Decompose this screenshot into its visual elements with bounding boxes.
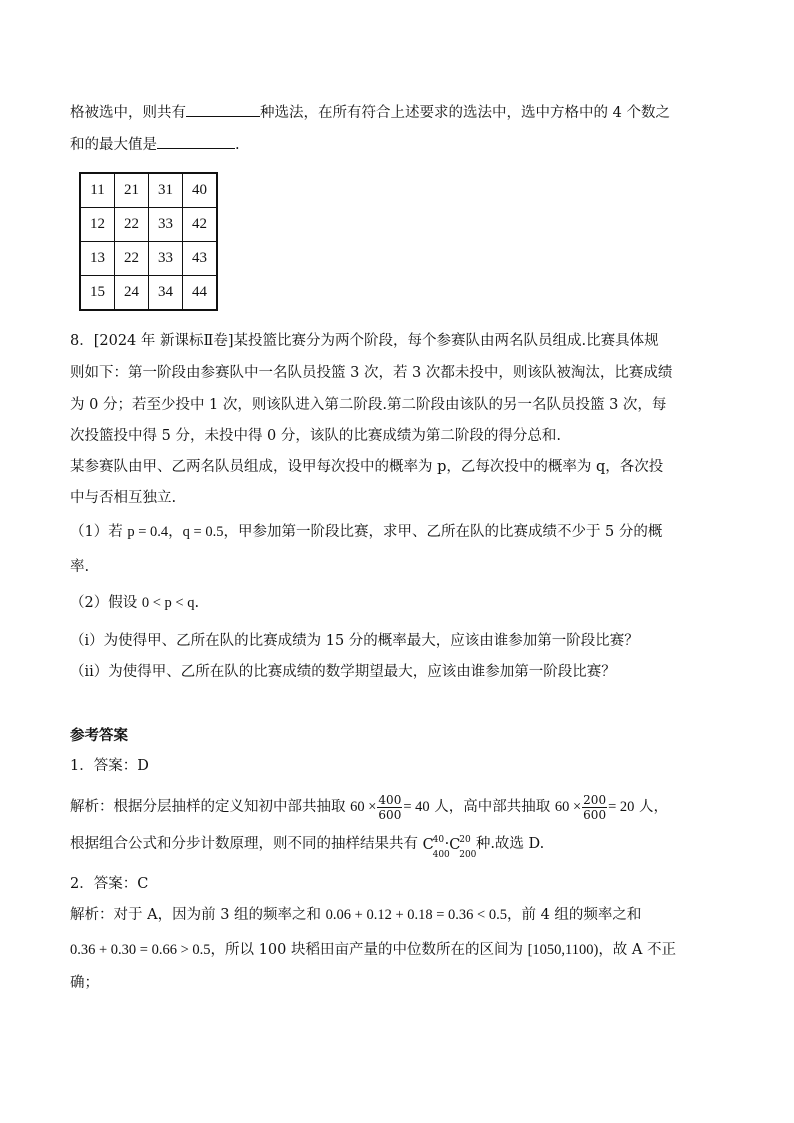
- a1-text: 根据组合公式和分步计数原理，则不同的抽样结果共有: [70, 836, 423, 852]
- q7-line-2: [70, 133, 730, 155]
- a1-math: = 20: [608, 799, 635, 815]
- a2-text: ，所以 100 块稻田亩产量的中位数所在的区间为: [210, 942, 528, 958]
- answer-2-title: 2．答案：C: [70, 876, 149, 892]
- q7-text: 和的最大值是: [70, 137, 157, 153]
- q8-text: （1）若: [70, 524, 128, 540]
- a1-text: 种.故选 D.: [471, 836, 545, 852]
- grid-cell: 44: [183, 276, 218, 311]
- answer-blank-1[interactable]: [186, 101, 260, 117]
- q8-line-5: 某参赛队由甲、乙两名队员组成，设甲每次投中的概率为 p，乙每次投中的概率为 q，各次投: [70, 459, 664, 475]
- answer-blank-2[interactable]: [157, 133, 235, 149]
- q8-math: p = 0.4，q = 0.5: [127, 524, 224, 540]
- grid-cell: 22: [115, 242, 149, 276]
- grid-row: [80, 173, 217, 208]
- q7-text: .: [235, 137, 240, 153]
- answer-1-line-2: 根据组合公式和分步计数原理，则不同的抽样结果共有 C 40 400 · C 20 200 种.故选 D.: [70, 835, 545, 860]
- a1-text: 人，高中部共抽取: [429, 799, 555, 815]
- q8-part-ii: （ⅱ）为使得甲、乙所在队的比赛成绩的数学期望最大，应该由谁参加第一阶段比赛？: [70, 664, 616, 680]
- a2-text: ，前 4 组的频率之和: [506, 907, 642, 923]
- a2-math: [1050,1100): [527, 942, 599, 958]
- q8-part-1-cont: 率.: [70, 559, 90, 575]
- q8-text: （2）假设: [70, 595, 142, 611]
- a1-text: 解析：根据分层抽样的定义知初中部共抽取: [70, 799, 351, 815]
- grid-cell: 43: [183, 242, 218, 276]
- grid-cell: 12: [80, 208, 115, 242]
- q8-math: 0 < p < q: [141, 595, 195, 611]
- grid-cell: 40: [183, 173, 218, 208]
- q8-text: ，甲参加第一阶段比赛，求甲、乙所在队的比赛成绩不少于 5 分的概: [223, 524, 663, 540]
- a2-text: 解析：对于 A，因为前 3 组的频率之和: [70, 907, 326, 923]
- grid-cell: 42: [183, 208, 218, 242]
- a1-math: 60 ×: [350, 799, 377, 815]
- q8-line-3: 为 0 分；若至少投中 1 次，则该队进入第二阶段.第二阶段由该队的另一名队员投篮 3 次，每: [70, 397, 667, 413]
- answer-2-line-1: [70, 905, 730, 925]
- a1-text: 人，: [634, 799, 668, 815]
- grid-cell: 21: [115, 173, 149, 208]
- grid-cell: 11: [80, 173, 115, 208]
- answer-1-title: 1．答案：D: [70, 758, 149, 774]
- a1-math: = 40: [403, 799, 430, 815]
- a1-math: 60 ×: [554, 799, 582, 815]
- a2-math: 0.06 + 0.12 + 0.18 = 0.36 < 0.5: [325, 907, 507, 923]
- q8-part-2: [70, 593, 730, 613]
- q7-line-1: [70, 101, 730, 123]
- q8-text: .: [194, 595, 200, 611]
- q8-line-2: 则如下：第一阶段由参赛队中一名队员投篮 3 次，若 3 次都未投中，则该队被淘汰，比赛成绩: [70, 365, 673, 381]
- grid-row: [80, 242, 217, 276]
- q8-line-6: 中与否相互独立.: [70, 490, 177, 506]
- grid-cell: 22: [115, 208, 149, 242]
- grid-cell: 31: [149, 173, 183, 208]
- q8-line-1: 8．[2024 年 新课标Ⅱ卷]某投篮比赛分为两个阶段，每个参赛队由两名队员组成.比赛具体规: [70, 333, 659, 349]
- grid-row: [80, 208, 217, 242]
- q8-part-i: （ⅰ）为使得甲、乙所在队的比赛成绩为 15 分的概率最大，应该由谁参加第一阶段比赛？: [70, 633, 639, 649]
- a2-text: ，故 A 不正: [598, 942, 677, 958]
- grid-row: [80, 276, 217, 311]
- grid-cell: 13: [80, 242, 115, 276]
- q7-text: 种选法，在所有符合上述要求的选法中，选中方格中的 4 个数之: [260, 105, 670, 121]
- grid-cell: 24: [115, 276, 149, 311]
- fraction-400-600: $\frac{400}{600}$: [378, 792, 402, 822]
- answer-2-line-3: 确；: [70, 975, 99, 991]
- combination-c-200-20: C 20 200: [449, 835, 477, 860]
- grid-cell: 34: [149, 276, 183, 311]
- combination-c-400-40: C 40 400: [422, 835, 450, 860]
- fraction-200-600: $\frac{200}{600}$: [583, 792, 607, 822]
- answer-1-line-1: [70, 790, 730, 824]
- q8-part-1: [70, 522, 730, 542]
- answer-2-line-2: [70, 940, 730, 960]
- number-grid: [79, 172, 218, 311]
- q7-text: 格被选中，则共有: [70, 105, 186, 121]
- q8-line-4: 次投篮投中得 5 分，未投中得 0 分，该队的比赛成绩为第二阶段的得分总和.: [70, 428, 561, 444]
- answers-heading: 参考答案: [70, 727, 128, 744]
- a2-math: 0.36 + 0.30 = 0.66 > 0.5: [70, 942, 211, 958]
- grid-cell: 15: [80, 276, 115, 311]
- grid-cell: 33: [149, 208, 183, 242]
- grid-cell: 33: [149, 242, 183, 276]
